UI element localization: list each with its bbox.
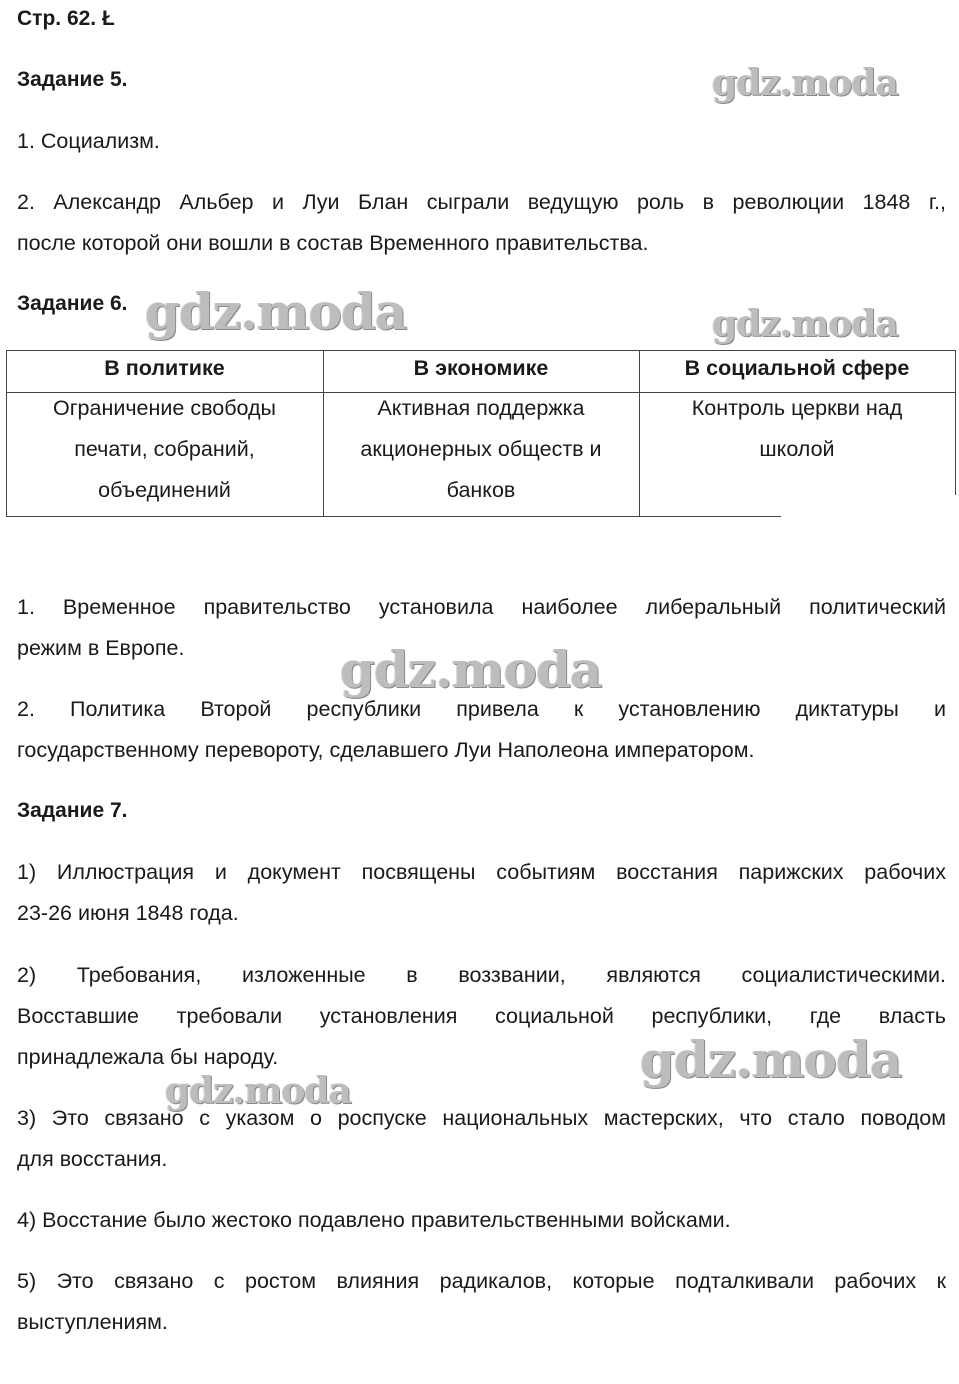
table-cell-economy-line2: акционерных обществ и — [360, 437, 602, 461]
task7-item2-line1: 2) Требования, изложенные в воззвании, являются социалистическими. — [17, 963, 946, 987]
task7-item1-line2: 23-26 июня 1848 года. — [17, 901, 239, 925]
task7-item4-line1: 4) Восстание было жестоко подавлено правительственными войсками. — [17, 1208, 731, 1232]
watermark-logo: gdz.moda — [145, 282, 407, 341]
task7-heading: Задание 7. — [17, 799, 128, 822]
task5-heading: Задание 5. — [17, 68, 128, 91]
task6-item1-line2: режим в Европе. — [17, 636, 185, 660]
table-cell-economy-line1: Активная поддержка — [377, 396, 585, 420]
watermark-logo: gdz.moda — [640, 1030, 902, 1089]
watermark-logo: gdz.moda — [712, 62, 898, 104]
table-cell-economy-line3: банков — [446, 478, 516, 502]
table-header-economy: В экономике — [413, 356, 549, 380]
table-header-social: В социальной сфере — [684, 356, 910, 380]
task5-item2-line2: после которой они вошли в состав Временного правительства. — [17, 231, 649, 255]
task7-item2-line3: принадлежала бы народу. — [17, 1045, 279, 1069]
task7-item1-line1: 1) Иллюстрация и документ посвящены событиям восстания парижских рабочих — [17, 860, 946, 884]
table-cell-social-line2: школой — [759, 437, 835, 461]
task7-item3-line1: 3) Это связано с указом о роспуске национальных мастерских, что стало поводом — [17, 1106, 946, 1130]
table-cell-social-line1: Контроль церкви над — [691, 396, 903, 420]
task7-item5-line2: выступлениям. — [17, 1310, 168, 1334]
task5-item2-line1: 2. Александр Альбер и Луи Блан сыграли ведущую роль в революции 1848 г., — [17, 190, 946, 214]
task6-item1-line1: 1. Временное правительство установила наиболее либеральный политический — [17, 595, 946, 619]
table-cell-politics-line1: Ограничение свободы — [52, 396, 277, 420]
watermark-logo: gdz.moda — [165, 1070, 351, 1112]
watermark-logo: gdz.moda — [340, 640, 602, 699]
table-header-politics: В политике — [104, 356, 225, 380]
task6-item2-line1: 2. Политика Второй республики привела к установлению диктатуры и — [17, 697, 946, 721]
table-cell-politics-line3: объединений — [98, 478, 231, 502]
task5-item1: 1. Социализм. — [17, 129, 160, 153]
task6-heading: Задание 6. — [17, 292, 128, 315]
watermark-logo: gdz.moda — [712, 303, 898, 345]
task6-table — [6, 350, 956, 517]
task7-item3-line2: для восстания. — [17, 1147, 168, 1171]
task7-item2-line2: Восставшие требовали установления социальной республики, где власть — [17, 1004, 946, 1028]
task6-item2-line2: государственному перевороту, сделавшего Луи Наполеона императором. — [17, 738, 755, 762]
task7-item5-line1: 5) Это связано с ростом влияния радикалов, которые подталкивали рабочих к — [17, 1269, 946, 1293]
table-cell-politics-line2: печати, собраний, — [74, 437, 255, 461]
page-reference: Стр. 62. Ł — [17, 7, 115, 30]
